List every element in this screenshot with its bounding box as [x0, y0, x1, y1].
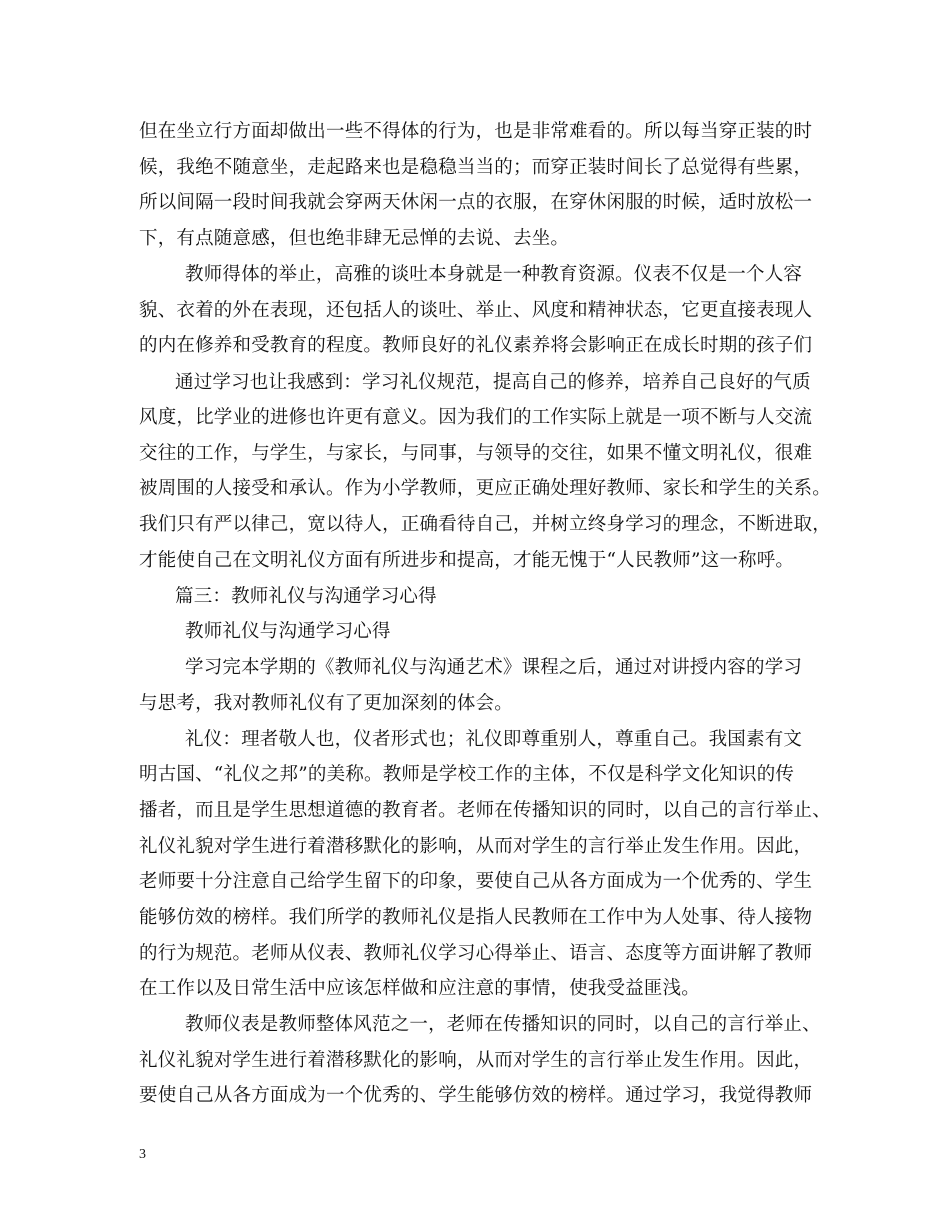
paragraph-line: 候，我绝不随意坐，走起路来也是稳稳当当的；而穿正装时间长了总觉得有些累， [139, 157, 813, 178]
section-heading: 篇三：教师礼仪与沟通学习心得 [175, 586, 437, 607]
paragraph-line: 被周围的人接受和承认。作为小学教师，更应正确处理好教师、家长和学生的关系。 [139, 478, 831, 499]
paragraph-line: 所以间隔一段时间我就会穿两天休闲一点的衣服，在穿休闲服的时候，适时放松一 [139, 192, 813, 213]
paragraph-line: 通过学习也让我感到：学习礼仪规范，提高自己的修养，培养自己良好的气质 [175, 372, 811, 393]
paragraph-line: 下，有点随意感，但也绝非肆无忌惮的去说、去坐。 [139, 228, 570, 249]
paragraph-line: 与思考，我对教师礼仪有了更加深刻的体会。 [139, 693, 514, 714]
paragraph-line: 要使自己从各方面成为一个优秀的、学生能够仿效的榜样。通过学习，我觉得教师 [139, 1085, 813, 1106]
paragraph-line: 我们只有严以律己，宽以待人，正确看待自己，并树立终身学习的理念，不断进取， [139, 514, 831, 535]
paragraph-line: 学习完本学期的《教师礼仪与沟通艺术》课程之后，通过对讲授内容的学习 [185, 657, 803, 678]
paragraph-line: 礼仪：理者敬人也，仪者形式也；礼仪即尊重别人，尊重自己。我国素有文 [185, 729, 803, 750]
paragraph-line: 风度，比学业的进修也许更有意义。因为我们的工作实际上就是一项不断与人交流 [139, 407, 813, 428]
paragraph-line: 才能使自己在文明礼仪方面有所进步和提高，才能无愧于“人民教师”这一称呼。 [139, 550, 795, 571]
paragraph-line: 明古国、“礼仪之邦”的美称。教师是学校工作的主体，不仅是科学文化知识的传 [139, 764, 795, 785]
paragraph-line: 能够仿效的榜样。我们所学的教师礼仪是指人民教师在工作中为人处事、待人接物 [139, 907, 813, 928]
paragraph-line: 在工作以及日常生活中应该怎样做和应注意的事情，使我受益匪浅。 [139, 978, 701, 999]
paragraph-line: 礼仪礼貌对学生进行着潜移默化的影响，从而对学生的言行举止发生作用。因此， [139, 836, 813, 857]
paragraph-line: 但在坐立行方面却做出一些不得体的行为，也是非常难看的。所以每当穿正装的时 [139, 121, 813, 142]
paragraph-line: 播者，而且是学生思想道德的教育者。老师在传播知识的同时，以自己的言行举止、 [139, 800, 831, 821]
paragraph-line: 教师仪表是教师整体风范之一，老师在传播知识的同时，以自己的言行举止、 [185, 1014, 821, 1035]
article-title: 教师礼仪与沟通学习心得 [185, 621, 391, 642]
page-number: 3 [139, 1147, 146, 1162]
paragraph-line: 貌、衣着的外在表现，还包括人的谈吐、举止、风度和精神状态，它更直接表现人 [139, 300, 813, 321]
paragraph-line: 的内在修养和受教育的程度。教师良好的礼仪素养将会影响正在成长时期的孩子们 [139, 335, 813, 356]
paragraph-line: 礼仪礼貌对学生进行着潜移默化的影响，从而对学生的言行举止发生作用。因此， [139, 1050, 813, 1071]
paragraph-line: 老师要十分注意自己给学生留下的印象，要使自己从各方面成为一个优秀的、学生 [139, 871, 813, 892]
paragraph-line: 交往的工作，与学生，与家长，与同事，与领导的交往，如果不懂文明礼仪，很难 [139, 443, 813, 464]
paragraph-line: 教师得体的举止，高雅的谈吐本身就是一种教育资源。仪表不仅是一个人容 [185, 264, 803, 285]
paragraph-line: 的行为规范。老师从仪表、教师礼仪学习心得举止、语言、态度等方面讲解了教师 [139, 943, 813, 964]
